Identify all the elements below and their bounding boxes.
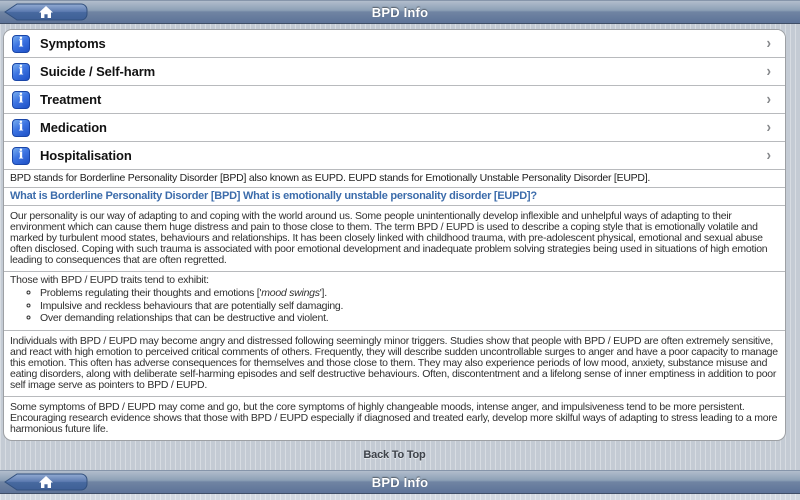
nav-item-treatment[interactable] [4, 86, 785, 114]
chevron-right-icon: › [766, 62, 771, 81]
nav-item-label: Treatment [40, 92, 102, 107]
page-title: BPD Info [371, 474, 429, 490]
traits-intro: Those with BPD / EUPD traits tend to exhibit: [10, 274, 209, 286]
bullet-text: ']. [319, 287, 327, 299]
bullet-text: Impulsive and reckless behaviours that are potentially self damaging. [40, 299, 344, 312]
paragraph-personality: Our personality is our way of adapting to and coping with the world around us. Some people unintentionally develop inflexible and unhelpful ways of adapting to their environment which can cause them huge distress and pain to those close to them. The term BPD / EUPD is used to describe a coping style that is emotionally volatile and marked by turbulent mood states, behaviours and relationships. It has been closely linked with childhood trauma, with pre-adolescent physical, emotional and sexual abuse often disclosed. Coping with such trauma is associated with poor emotional development and inadequate problem solving strategies being used in situations of high emotion leading to consequences that are often regretted. [4, 206, 785, 272]
nav-item-suicide-self-harm[interactable] [4, 58, 785, 86]
nav-item-hospitalisation[interactable] [4, 142, 785, 170]
top-toolbar [0, 0, 800, 24]
nav-item-label: Hospitalisation [40, 148, 132, 163]
info-icon-glyph: i [18, 119, 24, 135]
nav-item-label: Symptoms [40, 36, 106, 51]
traits-section [4, 272, 785, 331]
nav-item-symptoms[interactable] [4, 30, 785, 58]
info-icon [12, 119, 30, 137]
page-background [0, 24, 800, 470]
section-heading: What is Borderline Personality Disorder [BPD] What is emotionally unstable personality disorder [EUPD]? [4, 188, 785, 206]
traits-list [40, 287, 779, 325]
bottom-strip [0, 494, 800, 500]
home-back-button[interactable] [3, 473, 89, 491]
nav-item-medication[interactable] [4, 114, 785, 142]
paragraph-symptoms-course: Some symptoms of BPD / EUPD may come and go, but the core symptoms of highly changeable moods, intense anger, and impulsiveness tend to be more persistent. Encouraging research evidence shows that those with BPD / EUPD especially if diagnosed and treated early, develop more skilful ways of adapting to stress leading to a more harmonious future life. [10, 400, 778, 435]
content-panel [3, 29, 786, 441]
bullet-text: Problems regulating their thoughts and emotions [' [40, 287, 262, 299]
back-to-top-link[interactable]: Back To Top [363, 449, 426, 461]
info-icon [12, 35, 30, 53]
chevron-right-icon: › [766, 34, 771, 53]
intro-text: BPD stands for Borderline Personality Disorder [BPD] also known as EUPD. EUPD stands for Emotionally Unstable Personality Disorder [EUPD]. [4, 170, 785, 188]
paragraph-triggers: Individuals with BPD / EUPD may become angry and distressed following seemingly minor triggers. Studies show that people with BPD / EUPD are often extremely sensitive, and react with high emotion to perceived critical comments of others. Frequently, they will describe sudden uncontrollable surges to anger and have a poor capacity to manage this emotion. This often has adverse consequences for themselves and those close to them. They may also experience periods of low mood, anxiety, substance misuse and eating disorders, along with deliberate self-harming episodes and self destructive behaviours. Often, discontentment and a lifelong sense of inner emptiness in addition to poor self image serve as pointers to BPD / EUPD. [4, 331, 785, 397]
chevron-right-icon: › [766, 90, 771, 109]
page-title: BPD Info [371, 4, 429, 20]
chevron-right-icon: › [766, 146, 771, 165]
info-icon [12, 91, 30, 109]
chevron-right-icon: › [766, 118, 771, 137]
info-icon [12, 63, 30, 81]
footer-area [3, 441, 786, 471]
home-back-button[interactable] [3, 3, 89, 21]
list-item [40, 300, 779, 313]
info-icon-glyph: i [18, 91, 24, 107]
nav-item-label: Suicide / Self-harm [40, 64, 156, 79]
list-item [40, 312, 779, 325]
bullet-text: Over demanding relationships that can be destructive and violent. [40, 312, 329, 324]
info-icon [12, 147, 30, 165]
bullet-italic: mood swings [261, 287, 320, 299]
list-item [40, 287, 779, 300]
info-icon-glyph: i [18, 147, 24, 163]
info-icon-glyph: i [18, 63, 24, 79]
bottom-toolbar [0, 470, 800, 494]
nav-item-label: Medication [40, 120, 107, 135]
info-icon-glyph: i [18, 35, 24, 51]
